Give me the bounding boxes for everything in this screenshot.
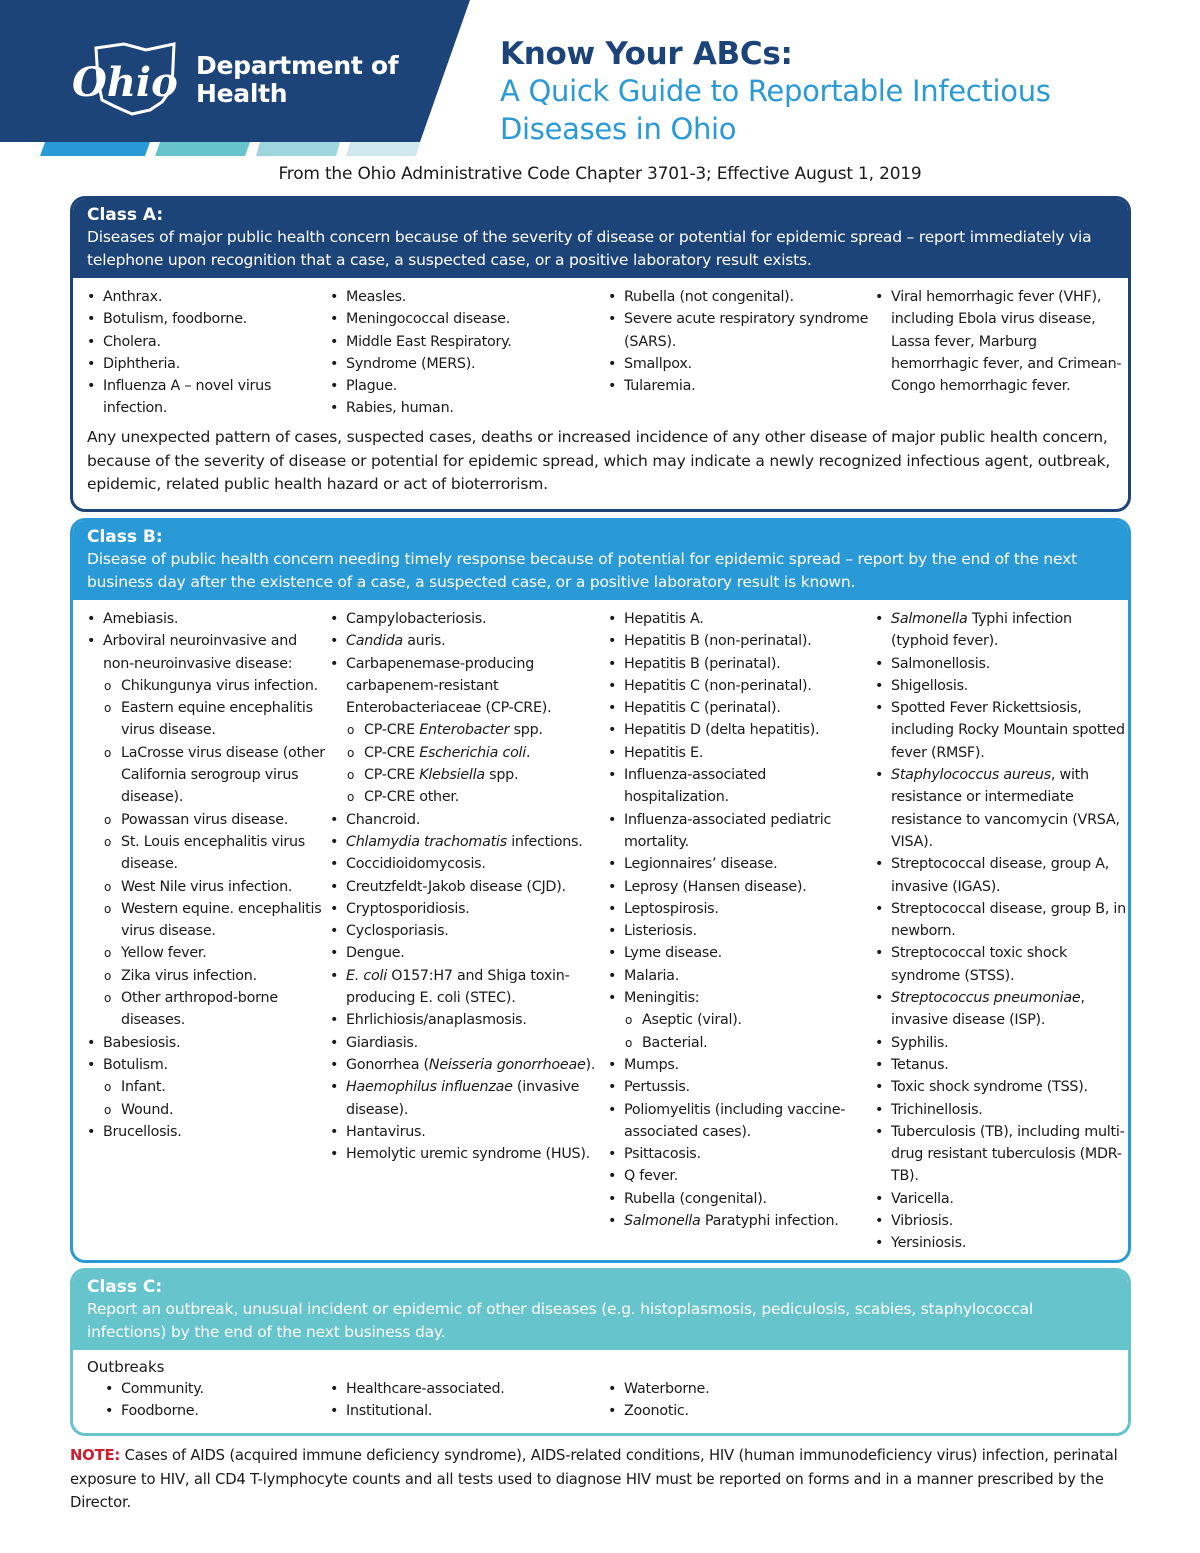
list-item: • Severe acute respiratory syndrome (SARS). [606,308,871,353]
class-c-columns [73,1378,1128,1436]
text: CP-CRE [364,722,420,739]
list-item: • Amebiasis. [85,608,325,630]
list-item: • Coccidioidomycosis. [328,853,600,875]
class-c-header [73,1271,1128,1350]
list-item [328,1076,600,1121]
class-b-box [70,518,1131,1263]
sub-list-item [328,719,600,741]
list-item: • Trichinellosis. [873,1099,1128,1121]
class-a-header [73,199,1128,278]
class-c-col2 [328,1378,600,1423]
list-item: • Arboviral neuroinvasive and non-neuroinvasive disease: [85,630,325,675]
list-item: • Zoonotic. [606,1400,871,1422]
class-b-title: Class B: [87,527,163,547]
list-item [328,965,600,1010]
list-item: • Measles. [328,286,600,308]
list-item [606,1210,871,1232]
class-a-col3 [606,286,871,397]
class-b-columns [73,608,1128,1258]
list-item: • Diphtheria. [85,353,325,375]
class-c-title: Class C: [87,1277,163,1297]
list-item: • Giardiasis. [328,1032,600,1054]
text: (invasive disease). [346,1079,580,1118]
list-item: • Influenza-associated hospitalization. [606,764,871,809]
class-b-col1 [85,608,325,1143]
page-subtitle-line2: Diseases in Ohio [500,112,737,146]
list-item [873,987,1128,1032]
class-c-col3 [606,1378,871,1423]
italic-text: Klebsiella [419,767,485,784]
sub-list-item: o Infant. [85,1076,325,1098]
class-c-description: Report an outbreak, unusual incident or epidemic of other diseases (e.g. histoplasmosis, pediculosis, scabies, staphylococcal infections) by the end of the next business day. [87,1300,1033,1341]
list-item: • Babesiosis. [85,1032,325,1054]
list-item: • Listeriosis. [606,920,871,942]
list-item: • Creutzfeldt-Jakob disease (CJD). [328,876,600,898]
list-item: • Tuberculosis (TB), including multi-drug resistant tuberculosis (MDR-TB). [873,1121,1128,1188]
list-item: • Hepatitis C (non-perinatal). [606,675,871,697]
list-item: • Hepatitis C (perinatal). [606,697,871,719]
note-label: NOTE: [70,1447,121,1464]
list-item: • Hepatitis B (non-perinatal). [606,630,871,652]
class-a-col4 [873,286,1128,397]
italic-text: Neisseria gonorrhoeae [428,1056,586,1073]
source-line: From the Ohio Administrative Code Chapter 3701-3; Effective August 1, 2019 [278,164,922,184]
list-item: • Pertussis. [606,1076,871,1098]
italic-text: Chlamydia trachomatis [346,833,507,850]
sub-list-item: o Yellow fever. [85,942,325,964]
list-item [873,764,1128,853]
sub-list-item: o Wound. [85,1099,325,1121]
list-item: • Influenza-associated pediatric mortality. [606,809,871,854]
class-b-col2 [328,608,600,1165]
list-item: • Malaria. [606,965,871,987]
class-a-title: Class A: [87,205,164,225]
sub-list-item: o LaCrosse virus disease (other California serogroup virus disease). [85,742,325,809]
text: Typhi infection (typhoid fever). [891,611,1072,650]
italic-text: Salmonella [624,1213,701,1230]
class-a-box [70,196,1131,512]
list-item: • Salmonellosis. [873,653,1128,675]
class-b-header [73,521,1128,600]
italic-text: E. coli [346,967,387,984]
italic-text: Enterobacter [419,722,510,739]
list-item: • Ehrlichiosis/anaplasmosis. [328,1009,600,1031]
list-item: • Meningitis: [606,987,871,1009]
list-item: • Carbapenemase-producing carbapenem-resistant Enterobacteriaceae (CP-CRE). [328,653,600,720]
list-item: • Plague. [328,375,600,397]
list-item: • Chancroid. [328,809,600,831]
text: . [526,744,531,761]
list-item: • Waterborne. [606,1378,871,1400]
italic-text: Haemophilus influenzae [346,1079,513,1096]
list-item: • Cryptosporidiosis. [328,898,600,920]
sub-list-item: o St. Louis encephalitis virus disease. [85,831,325,876]
list-item: • Rubella (congenital). [606,1188,871,1210]
text: O157:H7 and Shiga toxin-producing E. coli (STEC). [346,967,570,1007]
list-item: • Leptospirosis. [606,898,871,920]
italic-text: Candida [346,633,403,650]
list-item: • Meningococcal disease. [328,308,600,330]
list-item: • Viral hemorrhagic fever (VHF), including Ebola virus disease, Lassa fever, Marburg hemorrhagic fever, and Crimean-Congo hemorrhagic fever. [873,286,1128,397]
list-item [873,608,1128,653]
list-item: • Lyme disease. [606,942,871,964]
list-item: • Q fever. [606,1165,871,1187]
list-item: • Psittacosis. [606,1143,871,1165]
list-item: • Smallpox. [606,353,871,375]
list-item: • Streptococcal disease, group B, in newborn. [873,898,1128,943]
list-item: • Healthcare-associated. [328,1378,600,1400]
text: auris. [402,633,446,650]
list-item: • Rubella (not congenital). [606,286,871,308]
list-item: • Botulism, foodborne. [85,308,325,330]
list-item: • Dengue. [328,942,600,964]
list-item: • Streptococcal toxic shock syndrome (STSS). [873,942,1128,987]
list-item: • Botulism. [85,1054,325,1076]
list-item: • Toxic shock syndrome (TSS). [873,1076,1128,1098]
list-item: • Influenza A – novel virus infection. [85,375,325,420]
class-b-col4 [873,608,1128,1255]
sub-list-item: o Powassan virus disease. [85,809,325,831]
class-a-col1 [85,286,325,420]
text: ). [585,1056,596,1073]
hiv-note [70,1444,1140,1515]
list-item: • Legionnaires’ disease. [606,853,871,875]
list-item: • Anthrax. [85,286,325,308]
text: infections. [506,833,583,850]
list-item [328,630,600,652]
class-a-description: Diseases of major public health concern because of the severity of disease or potential for epidemic spread – report immediately via telephone upon recognition that a case, a suspected case, or a positive laboratory result exists. [87,228,1092,269]
list-item: • Poliomyelitis (including vaccine-associated cases). [606,1099,871,1144]
page-subtitle-line1: A Quick Guide to Reportable Infectious [500,74,1051,108]
list-item: • Brucellosis. [85,1121,325,1143]
italic-text: Salmonella [891,611,968,627]
text: , with resistance or intermediate resistance to vancomycin (VRSA, VISA). [891,767,1120,850]
sub-list-item: o CP-CRE other. [328,786,600,808]
list-item: • Rabies, human. [328,397,600,419]
list-item: • Hepatitis D (delta hepatitis). [606,719,871,741]
list-item: • Campylobacteriosis. [328,608,600,630]
ohio-logo [66,40,184,120]
list-item: • Tetanus. [873,1054,1128,1076]
list-item: • Hepatitis E. [606,742,871,764]
header-stripes [0,142,500,156]
italic-text: Escherichia coli [419,744,527,761]
list-item: • Hemolytic uremic syndrome (HUS). [328,1143,600,1165]
page-title: Know Your ABCs: [500,36,793,72]
text: CP-CRE [364,744,420,761]
list-item: • Hepatitis A. [606,608,871,630]
sub-list-item: o Western equine. encephalitis virus disease. [85,898,325,943]
class-c-box [70,1268,1131,1436]
class-a-col2 [328,286,600,420]
page-title-block [500,36,1180,148]
list-item [328,831,600,853]
sub-list-item: o Bacterial. [606,1032,871,1054]
class-b-col3 [606,608,871,1232]
text: CP-CRE [364,767,420,784]
list-item: • Mumps. [606,1054,871,1076]
sub-list-item: o Eastern equine encephalitis virus disease. [85,697,325,742]
text: spp. [484,767,519,784]
note-text: Cases of AIDS (acquired immune deficiency syndrome), AIDS-related conditions, HIV (human immunodeficiency virus) infection, perinatal exposure to HIV, all CD4 T-lymphocyte counts and all tests used to diagnose HIV must be reported on forms and in a manner prescribed by the Director. [70,1447,1118,1511]
list-item: • Hepatitis B (perinatal). [606,653,871,675]
sub-list-item: o Other arthropod-borne diseases. [85,987,325,1032]
italic-text: Staphylococcus aureus [891,767,1051,784]
list-item: • Syndrome (MERS). [328,353,600,375]
class-c-col1 [103,1378,343,1423]
list-item: • Shigellosis. [873,675,1128,697]
list-item: • Institutional. [328,1400,600,1422]
svg-text:Ohio: Ohio [72,59,178,106]
department-name: Department of Health [196,51,399,108]
sub-list-item: o Chikungunya virus infection. [85,675,325,697]
list-item: • Community. [103,1378,343,1400]
list-item: • Yersiniosis. [873,1232,1128,1254]
list-item: • Varicella. [873,1188,1128,1210]
list-item: • Spotted Fever Rickettsiosis, including Rocky Mountain spotted fever (RMSF). [873,697,1128,764]
text: spp. [509,722,543,739]
list-item: • Syphilis. [873,1032,1128,1054]
class-b-description: Disease of public health concern needing timely response because of potential for epidemic spread – report by the end of the next business day after the existence of a case, a suspected case, or a positive laboratory result is known. [87,550,1077,591]
italic-text: Streptococcus pneumoniae [891,990,1081,1007]
class-a-extra-text: Any unexpected pattern of cases, suspected cases, deaths or increased incidence of any other disease of major public health concern, because of the severity of disease or potential for epidemic spread, which may indicate a newly recognized infectious agent, outbreak, epidemic, related public health hazard or act of bioterrorism. [87,428,1111,493]
list-item: • Leprosy (Hansen disease). [606,876,871,898]
sub-list-item: o West Nile virus infection. [85,876,325,898]
list-item: • Cholera. [85,331,325,353]
sub-list-item [328,742,600,764]
text: , invasive disease (ISP). [891,990,1085,1029]
sub-list-item: o Zika virus infection. [85,965,325,987]
sub-list-item: o Aseptic (viral). [606,1009,871,1031]
class-a-columns [73,286,1128,426]
list-item: • Tularemia. [606,375,871,397]
list-item [328,1054,600,1076]
list-item: • Foodborne. [103,1400,343,1422]
list-item: • Cyclosporiasis. [328,920,600,942]
text: Gonorrhea ( [346,1056,429,1073]
text: Paratyphi infection. [700,1213,839,1230]
list-item: • Vibriosis. [873,1210,1128,1232]
list-item: • Streptococcal disease, group A, invasive (IGAS). [873,853,1128,898]
sub-list-item [328,764,600,786]
list-item: • Middle East Respiratory. [328,331,600,353]
list-item: • Hantavirus. [328,1121,600,1143]
outbreaks-label: Outbreaks [87,1358,165,1376]
